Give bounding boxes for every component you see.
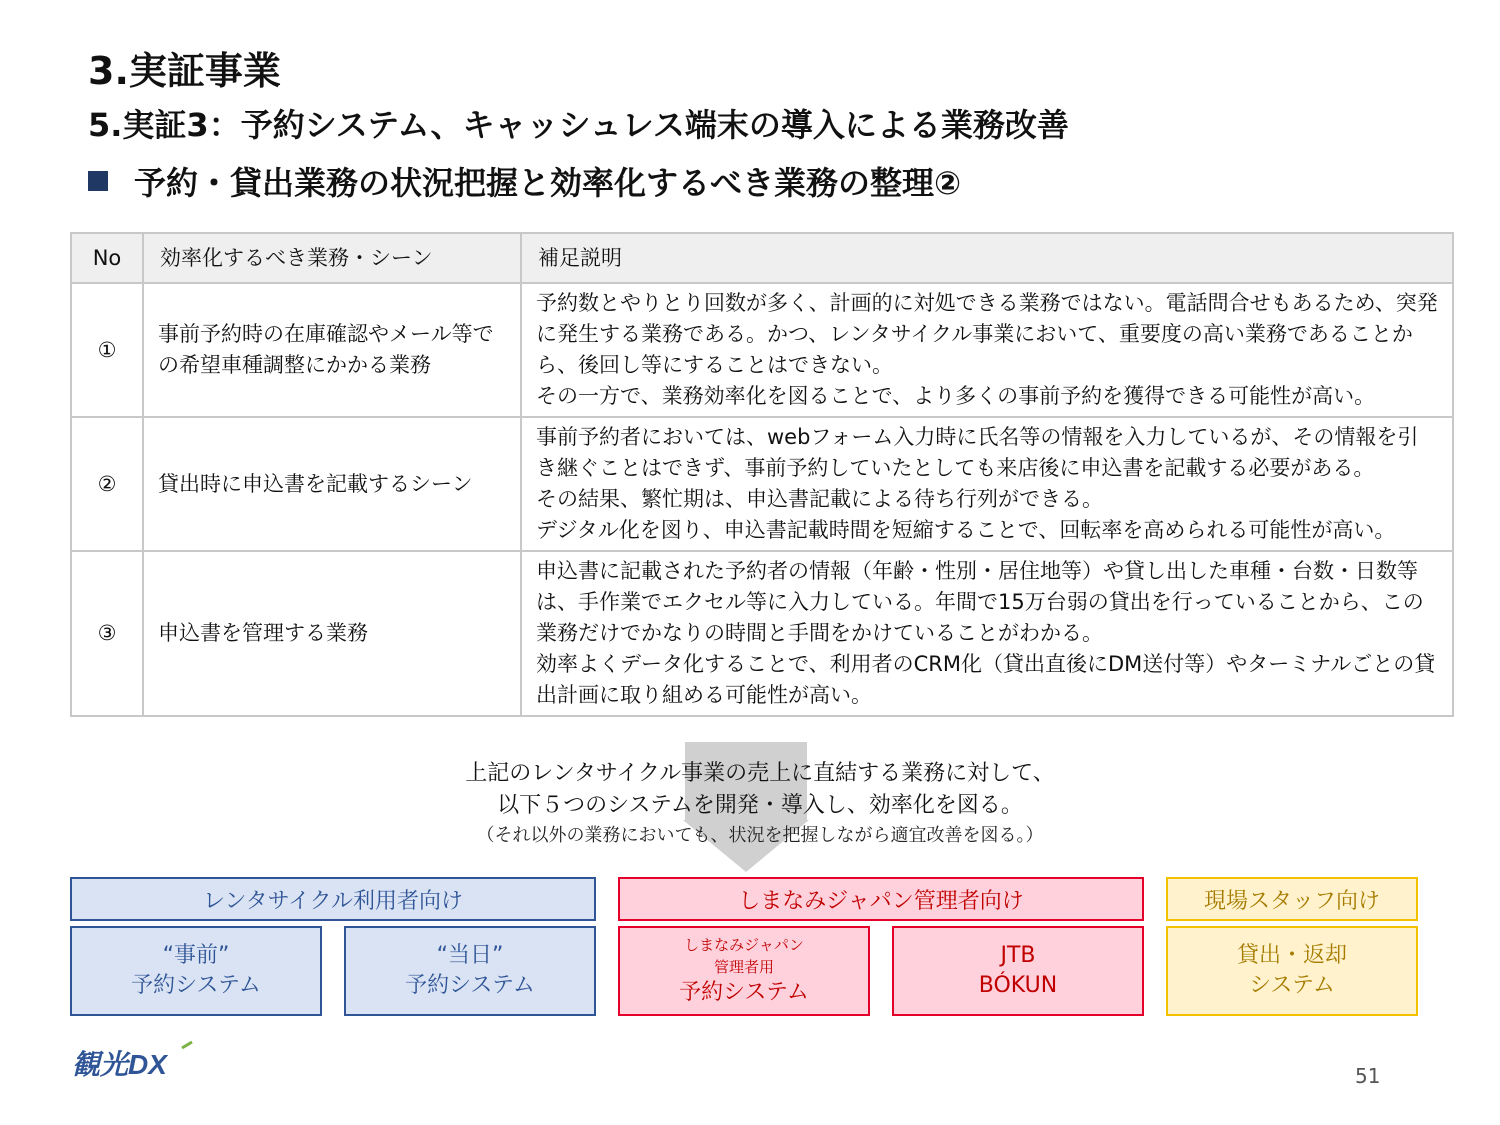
table-header-row: [71, 233, 1453, 283]
group-user: [70, 877, 596, 921]
group-admin-label: しまなみジャパン管理者向け: [738, 888, 1024, 914]
system-label: JTB: [1000, 943, 1036, 968]
group-staff-label: 現場スタッフ向け: [1203, 888, 1380, 914]
system-lend-return: [1166, 926, 1418, 1016]
group-admin: [618, 877, 1144, 921]
group-user-label: レンタサイクル利用者向け: [203, 888, 463, 914]
row-note: 予約数とやりとり回数が多く、計画的に対処できる業務ではない。電話問合せもあるため、突発に発生する業務である。かつ、レンタサイクル事業において、重要度の高い業務であることから、後回し等にすることはできない。 その一方で、業務効率化を図ることで、より多くの事前予約を獲得できる可能性が高い。: [521, 283, 1453, 417]
header-no: No: [71, 233, 143, 283]
row-number: ②: [71, 417, 143, 551]
summary-text: [340, 758, 1180, 850]
system-label: 管理者用: [713, 958, 774, 976]
row-number: ③: [71, 551, 143, 716]
header-scene: 効率化するべき業務・シーン: [143, 233, 521, 283]
page-number: 51: [1355, 1064, 1381, 1088]
system-label: “事前”: [162, 943, 230, 968]
system-label: “当日”: [436, 943, 504, 968]
row-scene: 事前予約時の在庫確認やメール等での希望車種調整にかかる業務: [143, 283, 521, 417]
system-label: しまなみジャパン: [684, 936, 804, 954]
system-label: システム: [1249, 973, 1335, 998]
tasks-table: [70, 232, 1454, 717]
row-note: 事前予約者においては、webフォーム入力時に氏名等の情報を入力しているが、その情報を引き継ぐことはできず、事前予約していたとしても来店後に申込書を記載する必要がある。 その結果、繁忙期は、申込書記載による待ち行列ができる。 デジタル化を図り、申込書記載時間を短縮することで、回転率を高められる可能性が高い。: [521, 417, 1453, 551]
square-bullet-icon: [88, 171, 108, 191]
system-admin-reservation: [618, 926, 870, 1016]
row-note: 申込書に記載された予約者の情報（年齢・性別・居住地等）や貸し出した車種・台数・日数等は、手作業でエクセル等に入力している。年間で15万台弱の貸出を行っていることから、この業務だけでかなりの時間と手間をかけていることがわかる。 効率よくデータ化することで、利用者のCRM化（貸出直後にDM送付等）やターミナルごとの貸出計画に取り組める可能性が高い。: [521, 551, 1453, 716]
kanko-dx-logo: [70, 1040, 200, 1085]
logo-text: 観光DX: [72, 1049, 167, 1080]
header-note: 補足説明: [521, 233, 1453, 283]
system-label: 予約システム: [679, 980, 809, 1005]
row-number: ①: [71, 283, 143, 417]
system-advance-reservation: [70, 926, 322, 1016]
summary-line-3: （それ以外の業務においても、状況を把握しながら適宜改善を図る。）: [476, 825, 1044, 846]
section-heading: [88, 158, 961, 204]
page-title: 3.実証事業: [88, 49, 281, 93]
system-label: 予約システム: [405, 973, 535, 998]
row-scene: 貸出時に申込書を記載するシーン: [143, 417, 521, 551]
table-row: [71, 417, 1453, 551]
page-subtitle: 5.実証3：予約システム、キャッシュレス端末の導入による業務改善: [88, 106, 1069, 144]
table-row: [71, 551, 1453, 716]
system-sameday-reservation: [344, 926, 596, 1016]
table-row: [71, 283, 1453, 417]
system-label: 貸出・返却: [1236, 943, 1347, 968]
section-heading-text: 予約・貸出業務の状況把握と効率化するべき業務の整理②: [134, 164, 962, 202]
system-label: BÓKUN: [978, 973, 1058, 998]
summary-line-1: 上記のレンタサイクル事業の売上に直結する業務に対して、: [465, 761, 1055, 786]
group-staff: [1166, 877, 1418, 921]
row-scene: 申込書を管理する業務: [143, 551, 521, 716]
system-label: 予約システム: [131, 973, 261, 998]
system-jtb-bokun: [892, 926, 1144, 1016]
summary-line-2: 以下５つのシステムを開発・導入し、効率化を図る。: [497, 793, 1023, 818]
